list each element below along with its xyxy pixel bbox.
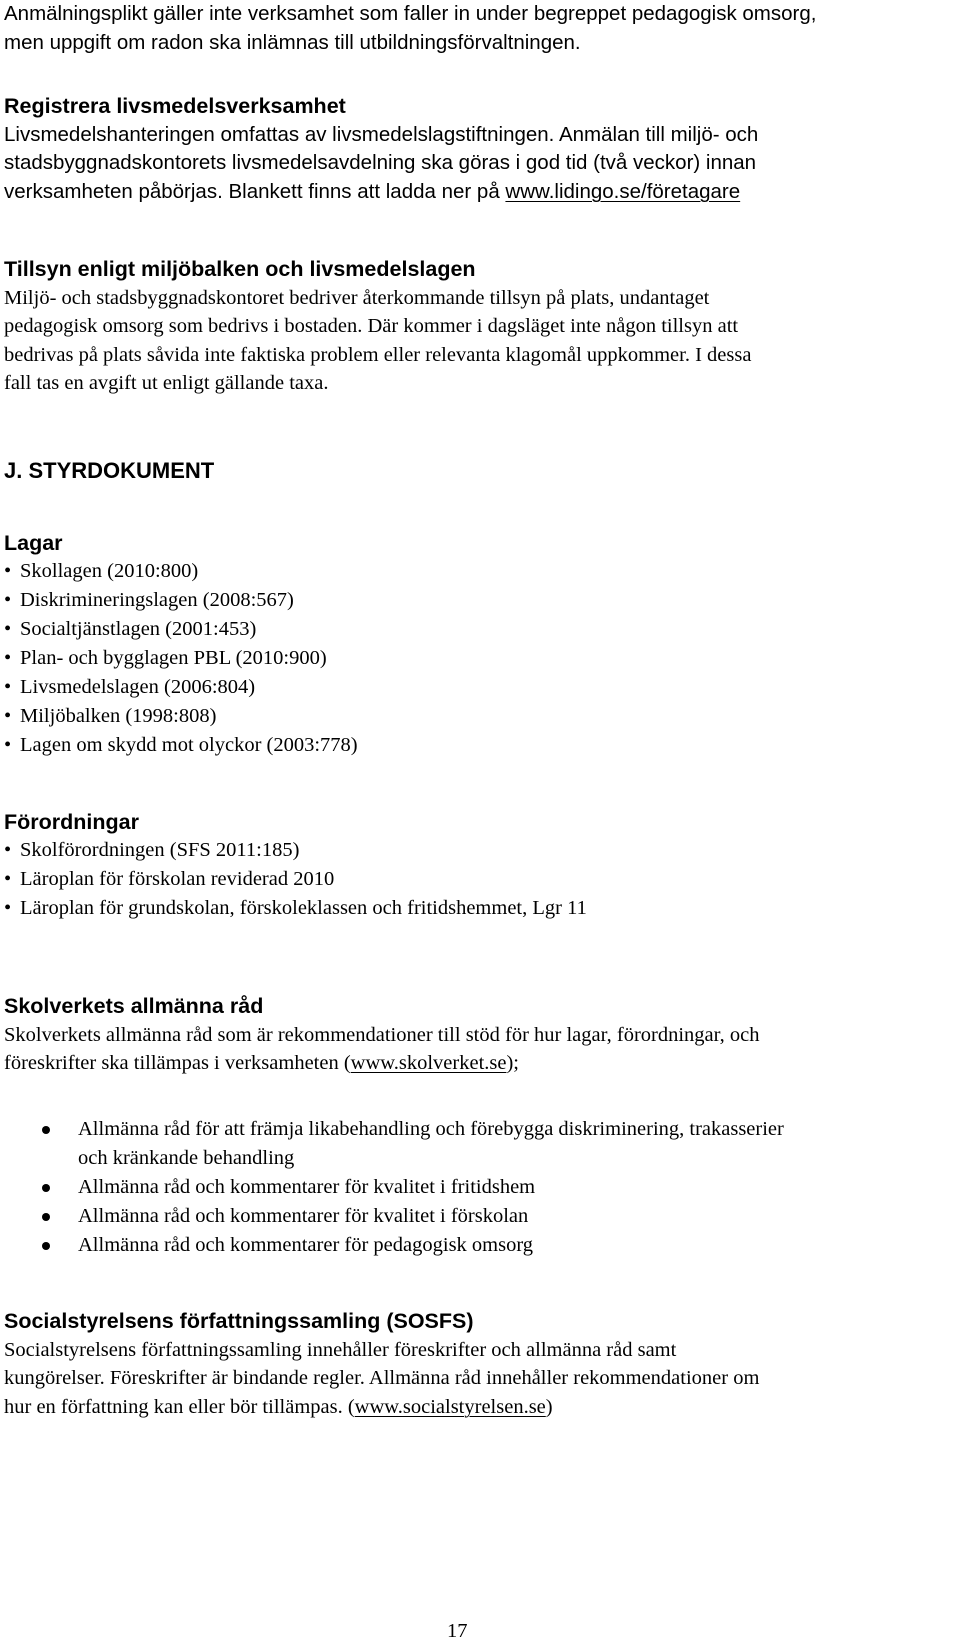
forordningar-item-text: Läroplan för förskolan reviderad 2010 (20, 867, 335, 890)
list-item (4, 1231, 954, 1260)
forordningar-item-text: Skolförordningen (SFS 2011:185) (20, 838, 300, 861)
tillsyn-line-4: fall tas en avgift ut enligt gällande taxa. (4, 372, 329, 395)
list-item (4, 1202, 954, 1231)
registrera-heading: Registrera livsmedelsverksamhet (4, 94, 346, 118)
list-item (4, 1115, 954, 1173)
list-item (4, 557, 954, 586)
forordningar-section (4, 808, 954, 923)
bullet-icon: • (4, 733, 12, 756)
skolverket-link[interactable]: www.skolverket.se (350, 1052, 507, 1075)
lagar-heading: Lagar (4, 531, 63, 555)
forordningar-item-text: Läroplan för grundskolan, förskoleklassen och fritidshemmet, Lgr 11 (20, 896, 587, 919)
page-number: 17 (447, 1620, 468, 1642)
bullet-icon (42, 1213, 50, 1221)
list-item (4, 615, 954, 644)
sosfs-section (4, 1307, 954, 1421)
bullet-icon (42, 1126, 50, 1134)
skolverket-line-2-end: ); (506, 1052, 520, 1075)
sosfs-line-3-end: ) (545, 1395, 553, 1418)
skolverket-list (4, 1115, 954, 1260)
skolverket-line-2 (4, 1049, 954, 1078)
list-item (4, 644, 954, 673)
bullet-icon (42, 1242, 50, 1250)
list-item-line-1: Allmänna råd och kommentarer för kvalitet i fritidshem (78, 1176, 536, 1198)
bullet-icon: • (4, 704, 12, 727)
list-item (4, 731, 954, 760)
bullet-icon: • (4, 646, 12, 669)
list-item-line-2: och kränkande behandling (78, 1147, 295, 1169)
skolverket-line-1: Skolverkets allmänna råd som är rekommendationer till stöd för hur lagar, förordningar, och (4, 1023, 760, 1046)
skolverket-line-2-text: föreskrifter ska tillämpas i verksamheten ( (4, 1052, 351, 1075)
list-item (4, 1173, 954, 1202)
bullet-icon: • (4, 617, 12, 640)
skolverket-section (4, 992, 954, 1078)
list-item (4, 673, 954, 702)
lagar-item-text: Livsmedelslagen (2006:804) (20, 675, 256, 698)
registrera-section (4, 92, 954, 206)
tillsyn-heading: Tillsyn enligt miljöbalken och livsmedelslagen (4, 257, 476, 281)
bullet-icon: • (4, 867, 12, 890)
list-item-line-1: Allmänna råd och kommentarer för kvalitet i förskolan (78, 1205, 529, 1227)
registrera-line-3-text: verksamheten påbörjas. Blankett finns att ladda ner på (4, 179, 506, 203)
tillsyn-line-3: bedrivas på plats såvida inte faktiska problem eller relevanta klagomål uppkommer. I dessa (4, 343, 752, 366)
lagar-list (4, 557, 954, 760)
lagar-section (4, 529, 954, 760)
bullet-icon: • (4, 559, 12, 582)
forordningar-list (4, 836, 954, 923)
list-item-line-1: Allmänna råd för att främja likabehandling och förebygga diskriminering, trakasserier (78, 1118, 784, 1140)
forordningar-heading: Förordningar (4, 810, 139, 834)
list-item (4, 894, 954, 923)
tillsyn-line-1: Miljö- och stadsbyggnadskontoret bedriver återkommande tillsyn på plats, undantaget (4, 286, 710, 309)
intro-line-2: men uppgift om radon ska inlämnas till utbildningsförvaltningen. (4, 30, 581, 54)
tillsyn-section (4, 255, 954, 398)
sosfs-line-2: kungörelser. Föreskrifter är bindande regler. Allmänna råd innehåller rekommendationer om (4, 1367, 760, 1390)
sosfs-line-3 (4, 1393, 954, 1422)
registrera-line-1: Livsmedelshanteringen omfattas av livsmedelslagstiftningen. Anmälan till miljö- och (4, 122, 759, 146)
bullet-icon: • (4, 838, 12, 861)
registrera-line-2: stadsbyggnadskontorets livsmedelsavdelning ska göras i god tid (två veckor) innan (4, 151, 757, 175)
tillsyn-line-2: pedagogisk omsorg som bedrivs i bostaden. Där kommer i dagsläget inte någon tillsyn att (4, 315, 739, 338)
intro-line-1: Anmälningsplikt gäller inte verksamhet som faller in under begreppet pedagogisk omsorg, (4, 2, 817, 25)
list-item (4, 586, 954, 615)
sosfs-line-3-text: hur en författning kan eller bör tillämpas. ( (4, 1395, 355, 1418)
bullet-icon (42, 1184, 50, 1192)
skolverket-heading: Skolverkets allmänna råd (4, 994, 264, 1018)
sosfs-line-1: Socialstyrelsens författningssamling innehåller föreskrifter och allmänna råd samt (4, 1338, 677, 1361)
lagar-item-text: Lagen om skydd mot olyckor (2003:778) (20, 733, 358, 756)
sosfs-heading: Socialstyrelsens författningssamling (SOSFS) (4, 1309, 474, 1333)
lagar-item-text: Plan- och bygglagen PBL (2010:900) (20, 646, 327, 669)
styrdokument-heading: J. STYRDOKUMENT (4, 458, 215, 483)
socialstyrelsen-link[interactable]: www.socialstyrelsen.se (354, 1395, 546, 1418)
lagar-item-text: Diskrimineringslagen (2008:567) (20, 588, 294, 611)
list-item-line-1: Allmänna råd och kommentarer för pedagogisk omsorg (78, 1234, 534, 1256)
lagar-item-text: Miljöbalken (1998:808) (20, 704, 217, 727)
bullet-icon: • (4, 588, 12, 611)
lagar-item-text: Socialtjänstlagen (2001:453) (20, 617, 257, 640)
list-item (4, 865, 954, 894)
skolverket-list-block (4, 1115, 954, 1260)
lidingo-link[interactable]: www.lidingo.se/företagare (505, 179, 741, 203)
list-item (4, 702, 954, 731)
lagar-item-text: Skollagen (2010:800) (20, 559, 199, 582)
registrera-line-3 (4, 178, 954, 207)
intro-paragraph (4, 0, 954, 57)
bullet-icon: • (4, 896, 12, 919)
list-item (4, 836, 954, 865)
styrdokument-section (4, 456, 954, 486)
bullet-icon: • (4, 675, 12, 698)
